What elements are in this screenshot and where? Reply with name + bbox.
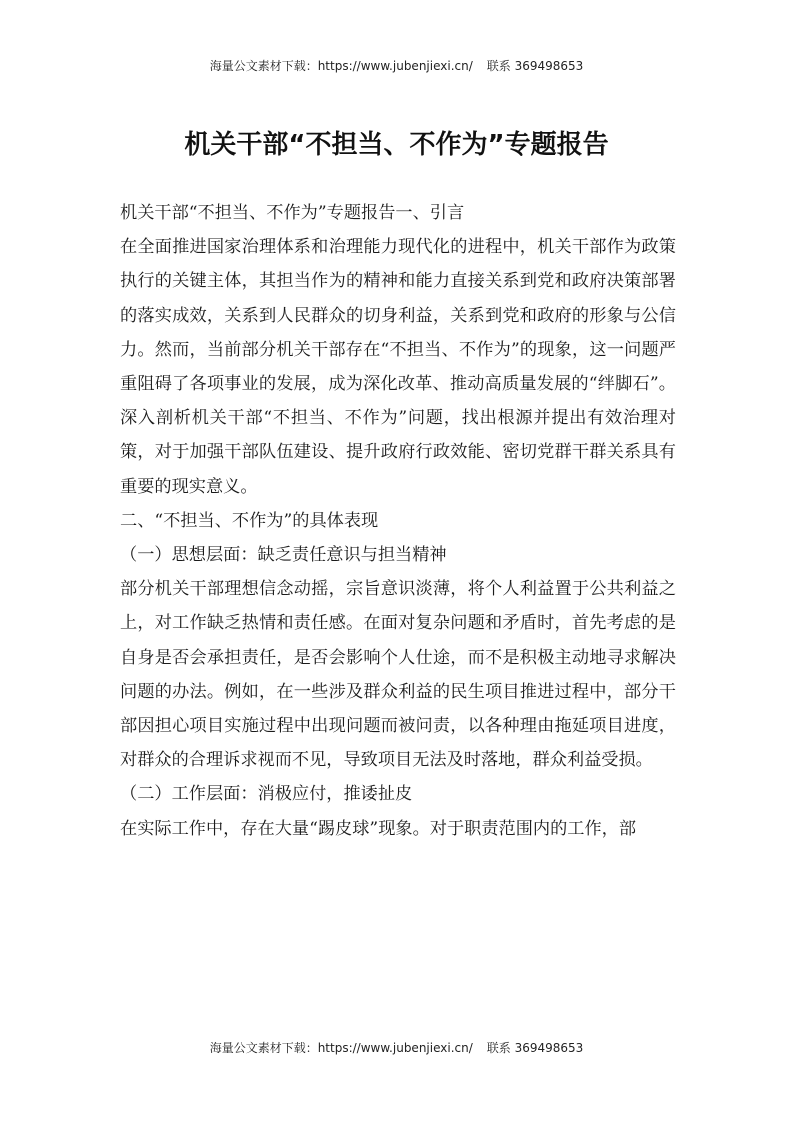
section-heading: 二、“不担当、不作为”的具体表现 xyxy=(120,510,379,531)
document-title: 机关干部“不担当、不作为”专题报告 xyxy=(184,130,609,160)
header-contact-text: 联系 369498653 xyxy=(486,59,584,73)
document-body xyxy=(120,196,676,846)
page-footer xyxy=(0,1040,793,1056)
footer-download-text: 海量公文素材下载：https://www.jubenjiexi.cn/ xyxy=(209,1041,473,1055)
subsection-paragraph-2: 在实际工作中，存在大量“踢皮球”现象。对于职责范围内的工作，部 xyxy=(120,818,637,839)
subsection-heading-2: （二）工作层面：消极应付，推诿扯皮 xyxy=(120,784,413,805)
subsection-heading-1: （一）思想层面：缺乏责任意识与担当精神 xyxy=(120,545,447,566)
header-download-text: 海量公文素材下载：https://www.jubenjiexi.cn/ xyxy=(209,59,473,73)
footer-contact-text: 联系 369498653 xyxy=(486,1041,584,1055)
intro-paragraph: 在全面推进国家治理体系和治理能力现代化的进程中，机关干部作为政策执行的关键主体，其担当作为的精神和能力直接关系到党和政府决策部署的落实成效，关系到人民群众的切身利益，关系到党和政府的形象与公信力。然而，当前部分机关干部存在“不担当、不作为”的现象，这一问题严重阻碍了各项事业的发展，成为深化改革、推动高质量发展的“绊脚石”。深入剖析机关干部“不担当、不作为”问题，找出根源并提出有效治理对策，对于加强干部队伍建设、提升政府行政效能、密切党群干群关系具有重要的现实意义。 xyxy=(120,237,676,497)
page-header xyxy=(0,58,793,74)
subsection-paragraph-1: 部分机关干部理想信念动摇，宗旨意识淡薄，将个人利益置于公共利益之上，对工作缺乏热情和责任感。在面对复杂问题和矛盾时，首先考虑的是自身是否会承担责任，是否会影响个人仕途，而不是积极主动地寻求解决问题的办法。例如，在一些涉及群众利益的民生项目推进过程中，部分干部因担心项目实施过程中出现问题而被问责，以各种理由拖延项目进度，对群众的合理诉求视而不见，导致项目无法及时落地，群众利益受损。 xyxy=(120,579,676,771)
intro-heading: 机关干部“不担当、不作为”专题报告一、引言 xyxy=(120,203,465,223)
